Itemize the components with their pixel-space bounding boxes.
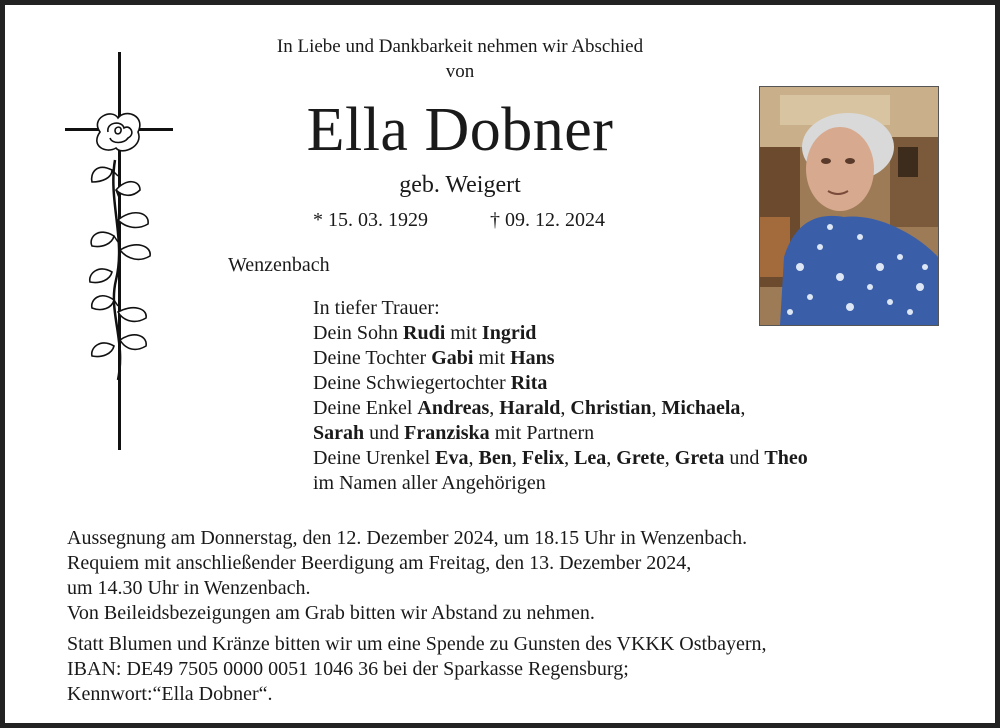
service-info — [67, 526, 747, 626]
mourner-name: Gabi — [431, 347, 474, 369]
mourner-text: mit Partnern — [489, 422, 595, 444]
birth-date: * 15. 03. 1929 — [313, 209, 428, 231]
donation-line: Kennwort:“Ella Dobner“. — [67, 683, 273, 705]
mourner-name: Grete — [616, 447, 665, 469]
service-line: Requiem mit anschließender Beerdigung am Freitag, den 13. Dezember 2024, — [67, 552, 692, 574]
maiden-name: geb. Weigert — [399, 172, 521, 198]
mourner-name: Greta — [674, 447, 725, 469]
service-line: Aussegnung am Donnerstag, den 12. Dezember 2024, um 18.15 Uhr in Wenzenbach. — [67, 527, 748, 549]
mourner-name: Christian — [570, 397, 652, 419]
mourner-text: mit — [473, 347, 511, 369]
mourner-line — [313, 346, 808, 371]
mourner-name: Lea — [574, 447, 607, 469]
mourner-name: Ingrid — [481, 322, 537, 344]
mourner-text: , — [651, 397, 662, 419]
mourner-text: Deine Enkel — [313, 397, 418, 419]
mourner-text: , — [560, 397, 571, 419]
mourner-text: mit — [445, 322, 482, 344]
mourner-text: , — [606, 447, 617, 469]
service-line: Von Beileidsbezeigungen am Grab bitten wir Abstand zu nehmen. — [67, 602, 595, 624]
portrait-photo — [759, 86, 939, 326]
mourner-line — [313, 371, 808, 396]
mourner-text: , — [740, 397, 746, 419]
mourner-text: und — [724, 447, 765, 469]
donation-info — [67, 632, 767, 707]
mourner-name: Rita — [510, 372, 548, 394]
mourner-name: Eva — [435, 447, 469, 469]
mourner-text: Dein Sohn — [313, 322, 403, 344]
mourner-line — [313, 471, 808, 496]
mourner-name: Felix — [521, 447, 565, 469]
mourner-text: im Namen aller Angehörigen — [313, 472, 546, 494]
mourner-line — [313, 421, 808, 446]
mourner-line — [313, 321, 808, 346]
mourner-text: , — [664, 447, 675, 469]
mourner-text: , — [511, 447, 522, 469]
mourner-name: Hans — [510, 347, 555, 369]
mourner-name: Harald — [499, 397, 561, 419]
mourner-text: , — [564, 447, 575, 469]
mourner-text: Deine Urenkel — [313, 447, 436, 469]
mourner-name: Sarah — [313, 422, 365, 444]
mourner-line — [313, 446, 808, 471]
mourner-text: Deine Schwiegertochter — [313, 372, 511, 394]
mourner-text: , — [489, 397, 500, 419]
deceased-name: Ella Dobner — [306, 96, 614, 164]
mourner-name: Michaela — [661, 397, 741, 419]
mourner-name: Franziska — [404, 422, 490, 444]
donation-line: Statt Blumen und Kränze bitten wir um eine Spende zu Gunsten des VKKK Ostbayern, — [67, 633, 767, 655]
mourner-name: Rudi — [403, 322, 446, 344]
mourner-text: und — [364, 422, 405, 444]
mourner-text: Deine Tochter — [313, 347, 432, 369]
mourner-name: Andreas — [417, 397, 490, 419]
mourner-name: Ben — [478, 447, 512, 469]
mourner-text: In tiefer Trauer: — [313, 297, 440, 319]
hometown: Wenzenbach — [228, 254, 330, 276]
mourner-text: , — [468, 447, 479, 469]
cross-with-rose-icon — [60, 50, 180, 452]
mourner-line — [313, 396, 808, 421]
death-date: † 09. 12. 2024 — [490, 209, 605, 231]
mourner-name: Theo — [764, 447, 808, 469]
service-line: um 14.30 Uhr in Wenzenbach. — [67, 577, 311, 599]
intro-line-2: von — [445, 61, 475, 82]
mourners-list — [313, 296, 808, 496]
donation-line: IBAN: DE49 7505 0000 0051 1046 36 bei der Sparkasse Regensburg; — [67, 658, 629, 680]
intro-line-1: In Liebe und Dankbarkeit nehmen wir Abschied — [276, 36, 644, 57]
mourner-line — [313, 296, 808, 321]
